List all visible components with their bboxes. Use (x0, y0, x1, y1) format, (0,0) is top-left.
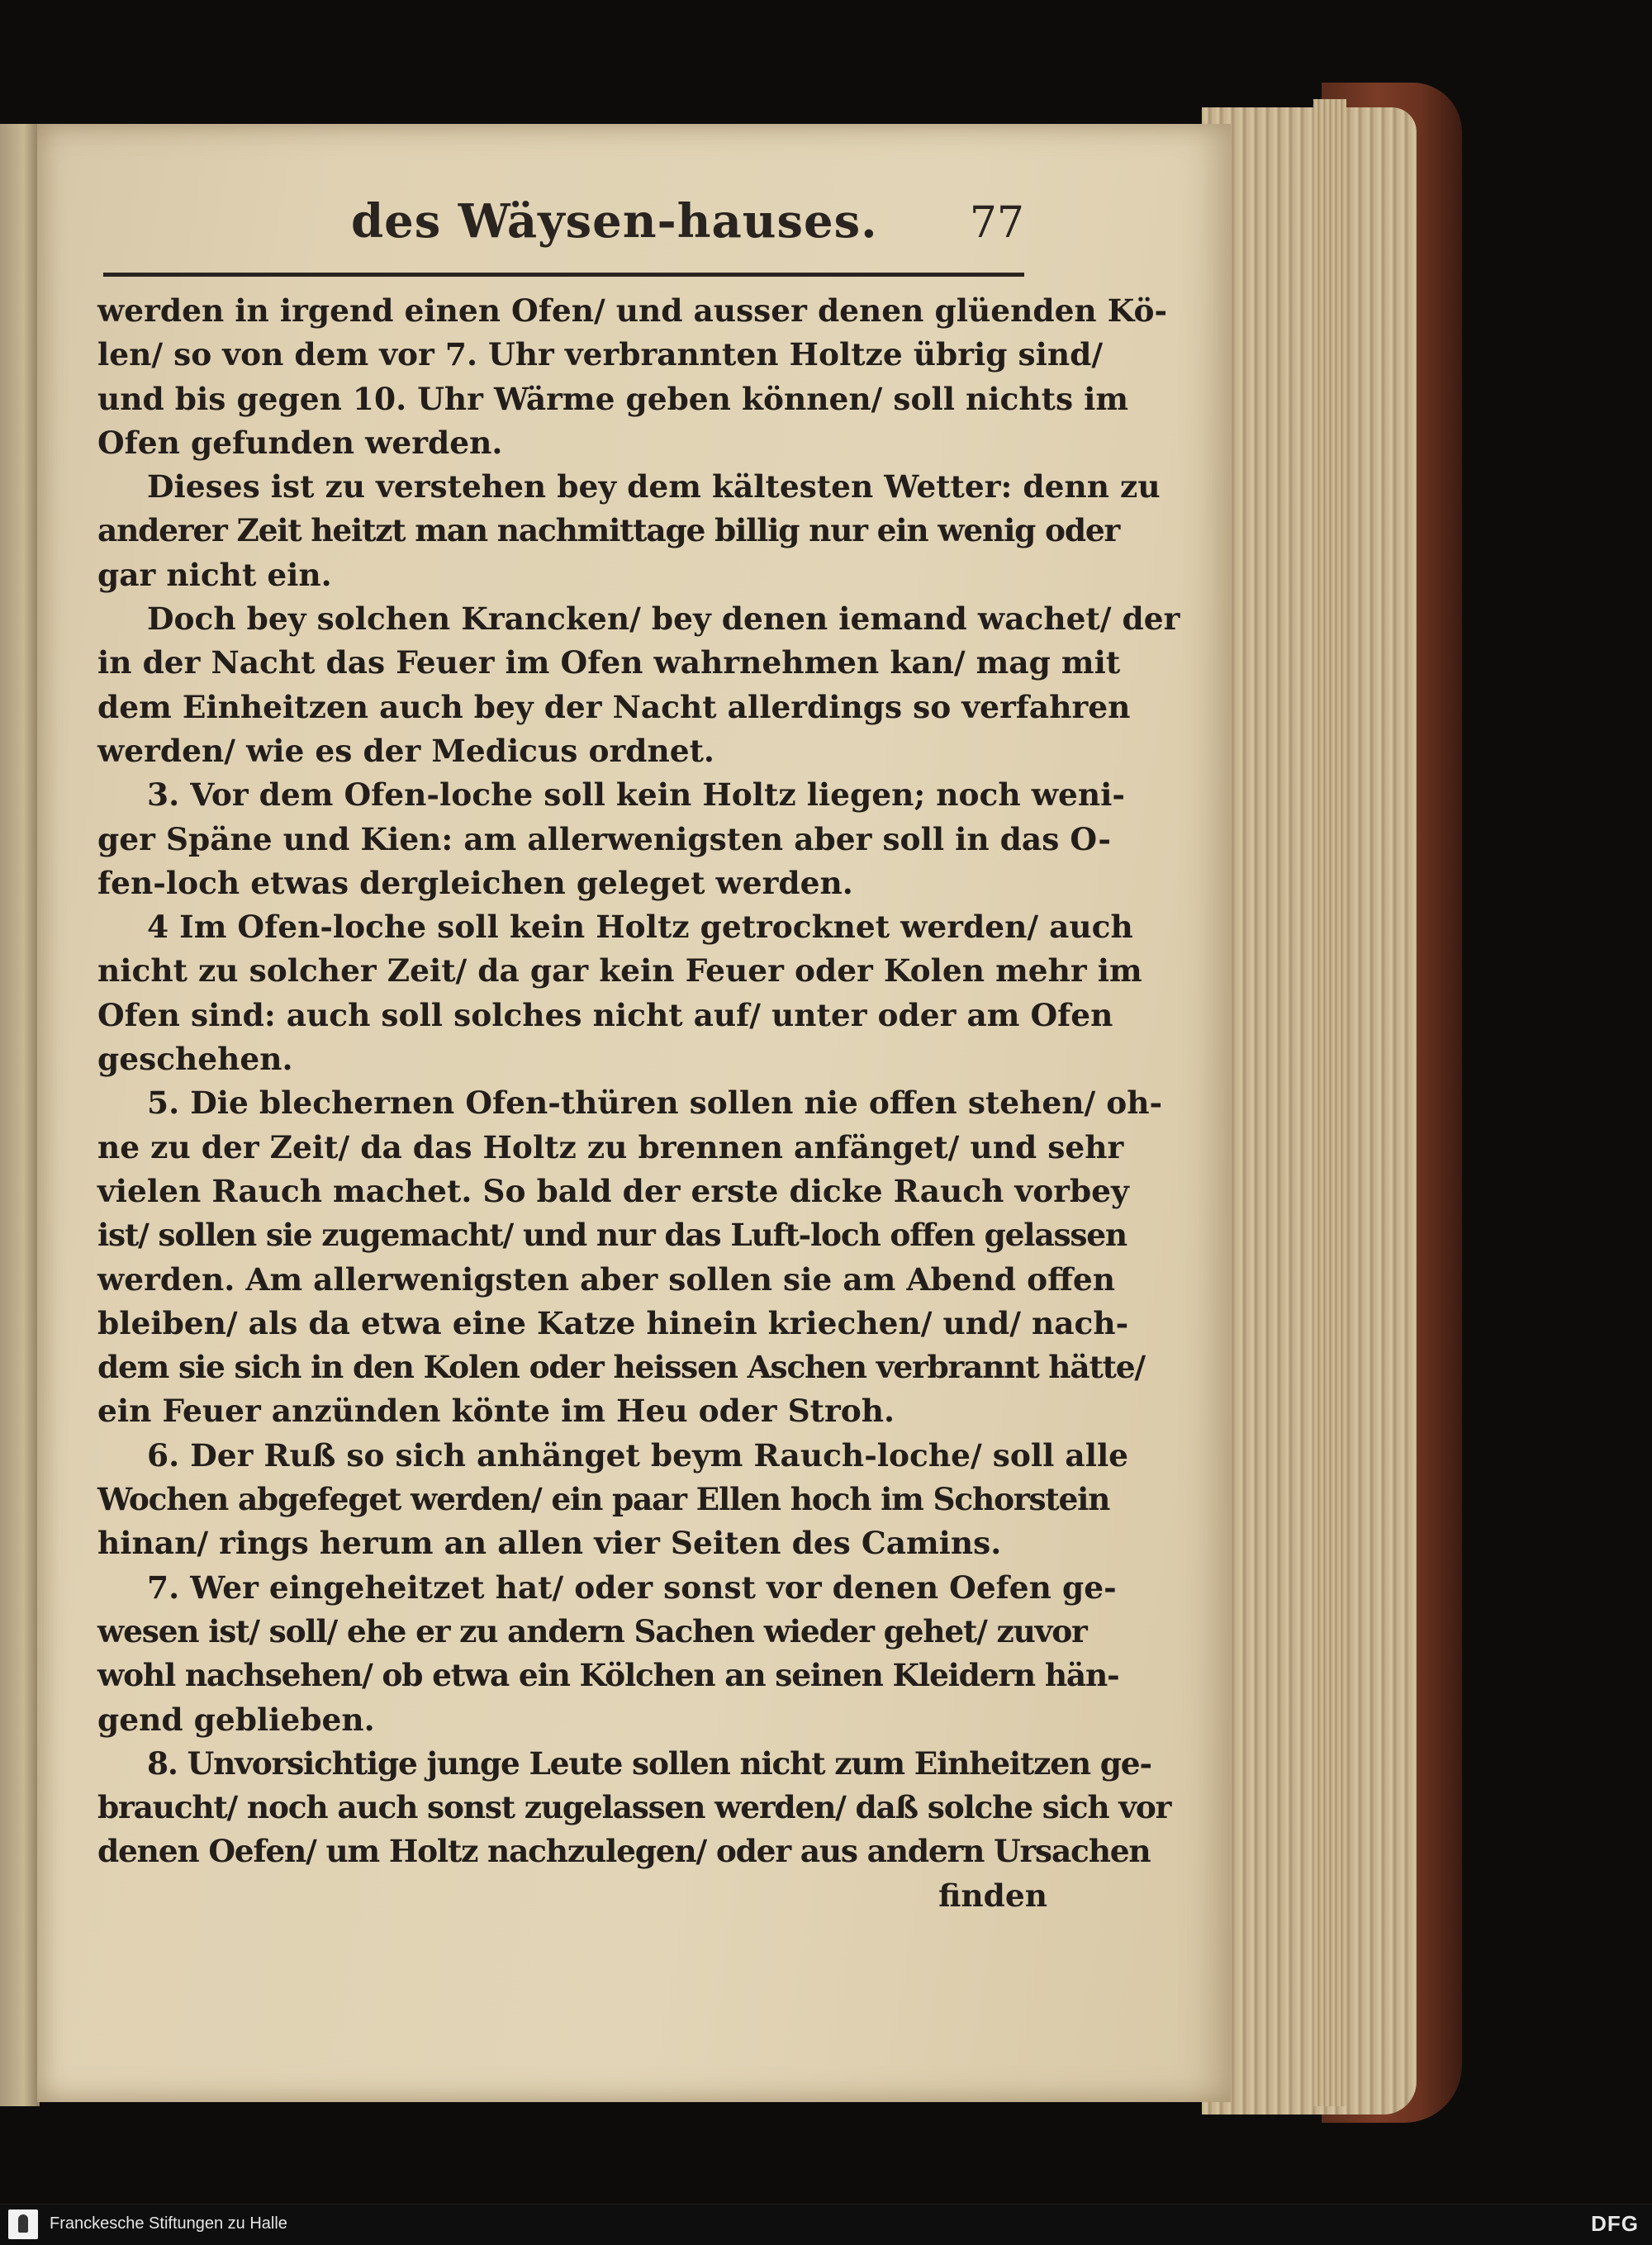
text-line: 7. Wer eingeheitzet hat/ oder sonst vor denen Oefen ge- (147, 1569, 1117, 1606)
body-text (97, 289, 1180, 1918)
text-line: werden/ wie es der Medicus ordnet. (97, 732, 714, 769)
text-line: bleiben/ als da etwa eine Katze hinein kriechen/ und/ nach- (97, 1304, 1129, 1341)
text-line: wesen ist/ soll/ ehe er zu andern Sachen wieder gehet/ zuvor (97, 1612, 1087, 1649)
running-title: des Wäysen-hauses. (351, 194, 878, 249)
facing-page-edge (0, 124, 40, 2106)
text-line: 4 Im Ofen-loche soll kein Holtz getrocknet werden/ auch (147, 909, 1133, 946)
text-line: hinan/ rings herum an allen vier Seiten des Camins. (97, 1525, 1002, 1562)
viewer-footer (0, 2204, 1652, 2245)
text-line: gend geblieben. (97, 1701, 375, 1738)
text-line: Wochen abgefeget werden/ ein paar Ellen hoch im Schorstein (97, 1481, 1110, 1518)
text-line: Ofen sind: auch soll solches nicht auf/ unter oder am Ofen (97, 996, 1113, 1033)
page-number: 77 (969, 198, 1024, 248)
text-line: denen Oefen/ um Holtz nachzulegen/ oder aus andern Ursachen (97, 1833, 1151, 1870)
text-line: in der Nacht das Feuer im Ofen wahrnehmen kan/ mag mit (97, 644, 1121, 681)
text-line: werden in irgend einen Ofen/ und ausser denen glüenden Kö- (97, 292, 1168, 329)
text-line: 8. Unvorsichtige junge Leute sollen nicht zum Einheitzen ge- (147, 1744, 1151, 1782)
dfg-logo: DFG (1591, 2211, 1639, 2236)
institution-name[interactable]: Franckesche Stiftungen zu Halle (50, 2214, 287, 2233)
text-line: ist/ sollen sie zugemacht/ und nur das Luft-loch offen gelassen (97, 1217, 1127, 1254)
text-line: fen-loch etwas dergleichen geleget werden. (97, 864, 853, 901)
text-line: 3. Vor dem Ofen-loche soll kein Holtz liegen; noch weni- (147, 776, 1125, 814)
text-line: braucht/ noch auch sonst zugelassen werden/ daß solche sich vor (97, 1789, 1171, 1826)
text-line: werden. Am allerwenigsten aber sollen sie am Abend offen (97, 1260, 1115, 1298)
institution-logo-icon (8, 2209, 38, 2239)
text-line: Dieses ist zu verstehen bey dem kältesten Wetter: denn zu (147, 468, 1161, 505)
cover-edge (1313, 99, 1346, 2106)
text-line: Ofen gefunden werden. (97, 424, 503, 461)
text-line: 6. Der Ruß so sich anhänget beym Rauch-loche/ soll alle (147, 1436, 1129, 1474)
text-line: dem sie sich in den Kolen oder heissen Aschen verbrannt hätte/ (97, 1349, 1145, 1386)
page-edges (1202, 107, 1417, 2114)
text-line: ger Späne und Kien: am allerwenigsten aber soll in das O- (97, 820, 1111, 857)
text-line: len/ so von dem vor 7. Uhr verbrannten Holtze übrig sind/ (97, 336, 1104, 373)
catchword: finden (938, 1877, 1047, 1914)
text-line: Doch bey solchen Krancken/ bey denen iemand wachet/ der (147, 600, 1180, 638)
text-line: anderer Zeit heitzt man nachmittage billig nur ein wenig oder (97, 512, 1120, 549)
text-line: gar nicht ein. (97, 556, 332, 593)
text-line: nicht zu solcher Zeit/ da gar kein Feuer oder Kolen mehr im (97, 952, 1142, 990)
text-line: geschehen. (97, 1041, 293, 1078)
text-line: wohl nachsehen/ ob etwa ein Kölchen an seinen Kleidern hän- (97, 1657, 1119, 1694)
text-line: dem Einheitzen auch bey der Nacht allerdings so verfahren (97, 688, 1131, 725)
text-line: vielen Rauch machet. So bald der erste dicke Rauch vorbey (97, 1172, 1129, 1209)
text-line: ne zu der Zeit/ da das Holtz zu brennen anfänget/ und sehr (97, 1128, 1124, 1165)
text-line: und bis gegen 10. Uhr Wärme geben können/ soll nichts im (97, 380, 1129, 417)
text-line: ein Feuer anzünden könte im Heu oder Stroh. (97, 1393, 895, 1430)
text-line: 5. Die blechernen Ofen-thüren sollen nie offen stehen/ oh- (147, 1085, 1163, 1122)
page-header (103, 182, 1024, 277)
